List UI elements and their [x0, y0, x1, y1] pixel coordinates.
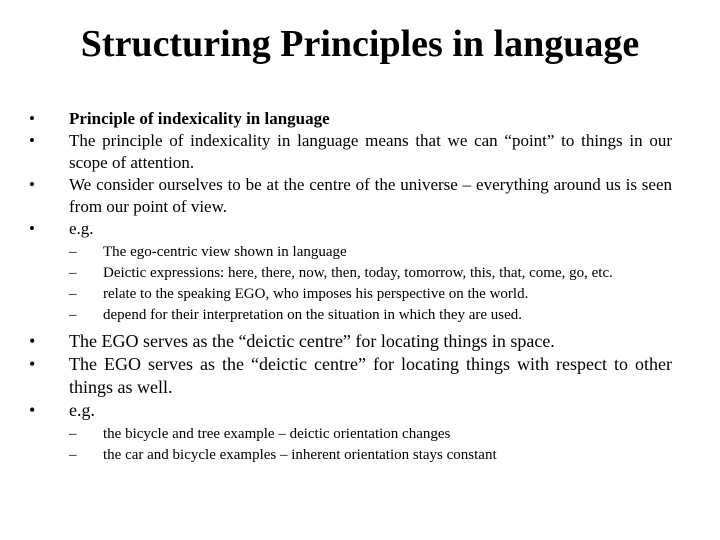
bullet-marker: •: [29, 131, 35, 150]
dash-marker: –: [69, 286, 77, 302]
bullet-text: Principle of indexicality in language: [69, 109, 330, 128]
dash-marker: –: [69, 265, 77, 281]
sub-item: [69, 425, 672, 444]
bullet-text: e.g.: [69, 219, 94, 238]
sub-text: The ego-centric view shown in language: [103, 244, 347, 260]
sub-text: depend for their interpretation on the situation in which they are used.: [103, 307, 523, 323]
bullet-marker: •: [29, 219, 35, 238]
sub-text: the car and bicycle examples – inherent orientation stays constant: [103, 447, 497, 463]
bullet-item: [29, 218, 672, 240]
bullet-text: The principle of indexicality in language means that we can “point” to things in our scope of attention.: [69, 131, 672, 172]
bullet-marker: •: [29, 331, 36, 351]
bullet-marker: •: [29, 109, 35, 128]
dash-marker: –: [69, 307, 77, 323]
bullet-item: [29, 330, 672, 353]
bullet-text: The EGO serves as the “deictic centre” for locating things in space.: [69, 331, 555, 351]
dash-marker: –: [69, 447, 77, 463]
bullet-item: [29, 108, 672, 130]
sub-text: relate to the speaking EGO, who imposes his perspective on the world.: [103, 286, 529, 302]
sub-list: [69, 243, 672, 325]
dash-marker: –: [69, 426, 77, 442]
sub-text: Deictic expressions: here, there, now, then, today, tomorrow, this, that, come, go, etc.: [103, 265, 613, 281]
bullet-item: [29, 174, 672, 218]
bullet-text: We consider ourselves to be at the centre of the universe – everything around us is seen from our point of view.: [69, 175, 672, 216]
bullet-marker: •: [29, 400, 36, 420]
bullet-item: [29, 130, 672, 174]
sub-item: [69, 264, 672, 283]
sub-text: the bicycle and tree example – deictic orientation changes: [103, 426, 451, 442]
sub-list: [69, 425, 672, 465]
bullet-text: e.g.: [69, 400, 95, 420]
dash-marker: –: [69, 244, 77, 260]
bullet-marker: •: [29, 354, 36, 374]
slide-title: Structuring Principles in language: [80, 23, 640, 65]
sub-item: [69, 285, 672, 304]
sub-item: [69, 446, 672, 465]
bullet-item: [29, 399, 672, 422]
sub-item: [69, 306, 672, 325]
bullet-item: [29, 353, 672, 399]
sub-item: [69, 243, 672, 262]
slide-body: [29, 108, 672, 470]
bullet-marker: •: [29, 175, 35, 194]
bullet-text: The EGO serves as the “deictic centre” for locating things with respect to other things as well.: [69, 354, 672, 397]
